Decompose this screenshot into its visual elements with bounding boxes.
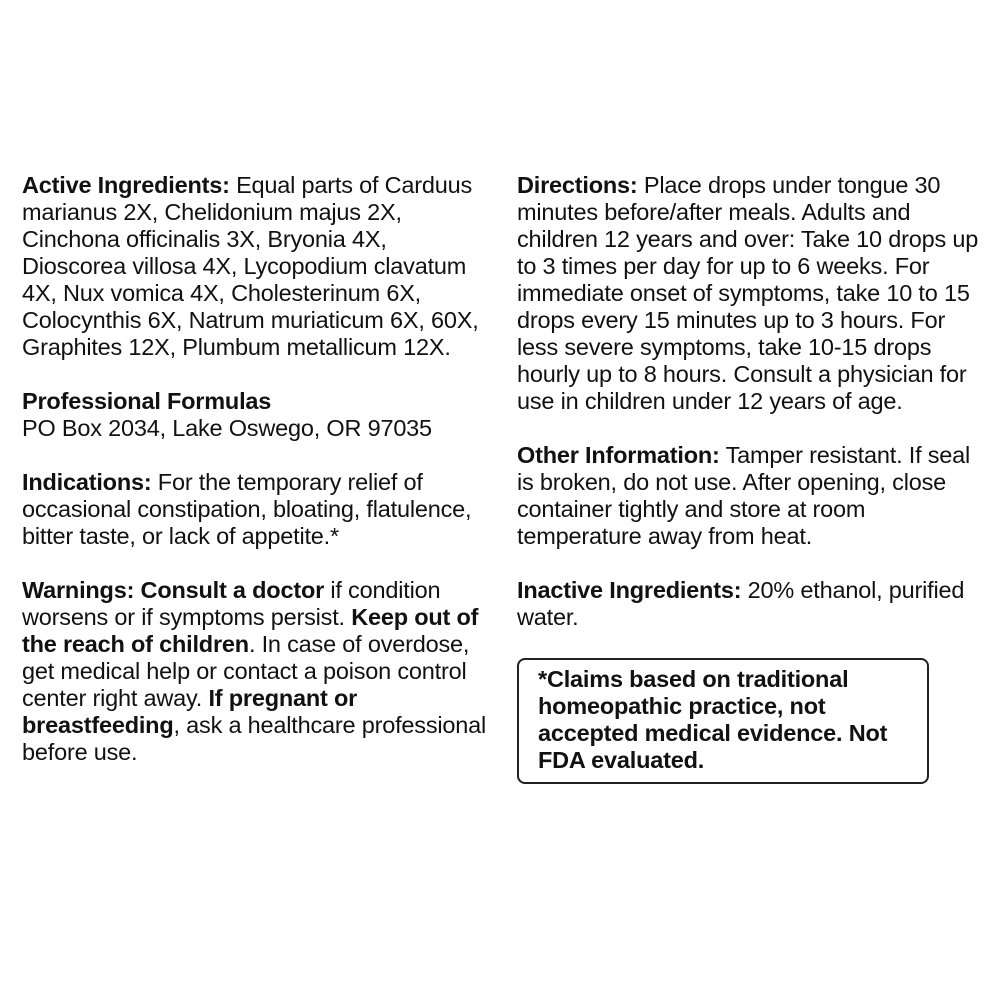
directions-section xyxy=(517,172,987,415)
directions-paragraph xyxy=(517,172,987,415)
active-ingredients-text: Equal parts of Carduus marianus 2X, Chelidonium majus 2X, Cinchona officinalis 3X, Bryonia 4X, Dioscorea villosa 4X, Lycopodium clavatum 4X, Nux vomica 4X, Cholesterinum 6X, Colocynthis 6X, Natrum muriaticum 6X, 60X, Graphites 12X, Plumbum metallicum 12X. xyxy=(22,172,479,360)
claims-notice-box: *Claims based on traditional homeopathic practice, not accepted medical evidence. Not FDA evaluated. xyxy=(517,658,929,784)
warnings-text-1: if condition worsens or if symptoms persist. xyxy=(22,577,441,630)
indications-text: For the temporary relief of occasional constipation, bloating, flatulence, bitter taste, or lack of appetite.* xyxy=(22,469,472,549)
other-information-label: Other Information: xyxy=(517,442,720,468)
active-ingredients-paragraph xyxy=(22,172,492,361)
inactive-ingredients-text: 20% ethanol, purified water. xyxy=(517,577,965,630)
organization-name: Professional Formulas xyxy=(22,388,272,414)
right-column xyxy=(517,172,987,784)
inactive-ingredients-label: Inactive Ingredients: xyxy=(517,577,742,603)
active-ingredients-label: Active Ingredients: xyxy=(22,172,230,198)
warnings-label: Warnings: xyxy=(22,577,135,603)
warnings-text-3: , ask a healthcare professional before use. xyxy=(22,712,487,765)
warnings-section xyxy=(22,577,492,766)
inactive-ingredients-section xyxy=(517,577,987,631)
other-information-text: Tamper resistant. If seal is broken, do not use. After opening, close container tightly and store at room temperature away from heat. xyxy=(517,442,971,549)
inactive-ingredients-paragraph xyxy=(517,577,987,631)
organization-address: PO Box 2034, Lake Oswego, OR 97035 xyxy=(22,415,432,441)
warnings-bold-pregnant: If pregnant or breastfeeding xyxy=(22,685,358,738)
indications-paragraph xyxy=(22,469,492,550)
organization-section xyxy=(22,388,492,442)
indications-section xyxy=(22,469,492,550)
warnings-text-2: . In case of overdose, get medical help or contact a poison control center right away. xyxy=(22,631,470,711)
active-ingredients-section xyxy=(22,172,492,361)
indications-label: Indications: xyxy=(22,469,152,495)
warnings-paragraph xyxy=(22,577,492,766)
warnings-bold-keep-out: Keep out of the reach of children xyxy=(22,604,479,657)
left-column xyxy=(22,172,492,793)
directions-text: Place drops under tongue 30 minutes before/after meals. Adults and children 12 years and over: Take 10 drops up to 3 times per day for up to 6 weeks. For immediate onset of symptoms, take 10 to 15 drops every 15 minutes up to 3 hours. For less severe symptoms, take 10-15 drops hourly up to 8 hours. Consult a physician for use in children under 12 years of age. xyxy=(517,172,979,414)
other-information-section xyxy=(517,442,987,550)
warnings-bold-consult: Consult a doctor xyxy=(134,577,325,603)
other-information-paragraph xyxy=(517,442,987,550)
directions-label: Directions: xyxy=(517,172,638,198)
